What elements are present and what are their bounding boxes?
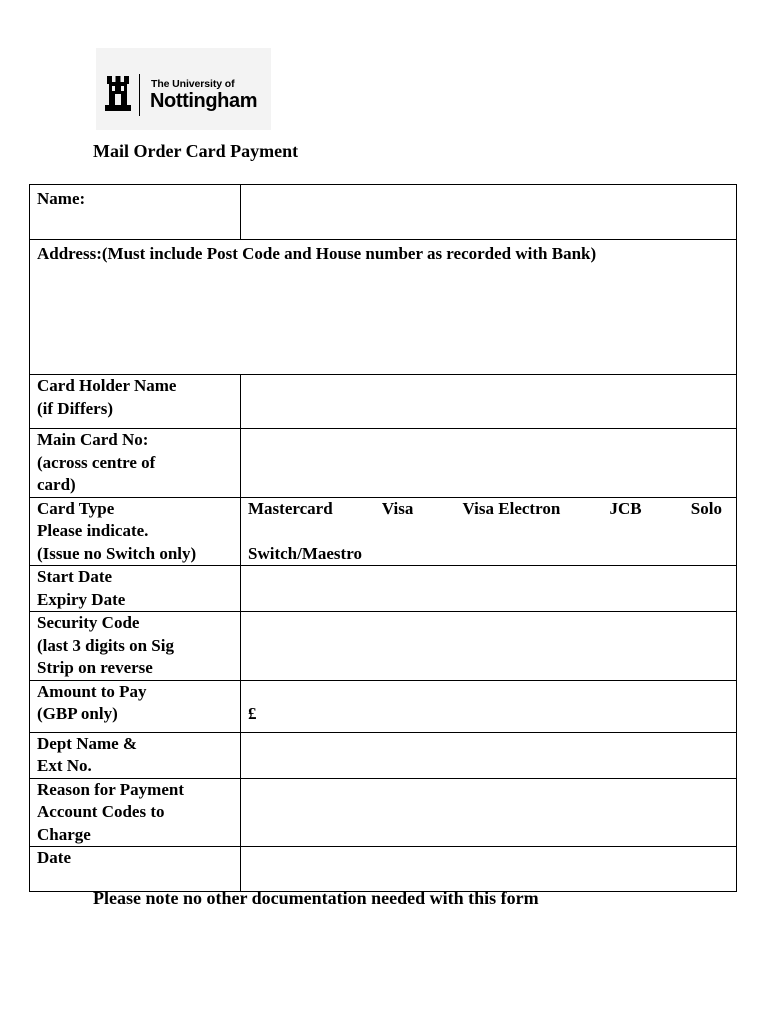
row-reason: [30, 778, 737, 847]
date-label: Date: [30, 847, 241, 892]
row-card-type: [30, 497, 737, 566]
row-card-holder: [30, 375, 737, 429]
logo-divider: [139, 74, 140, 116]
castle-crest-icon: [104, 76, 132, 112]
option-solo[interactable]: Solo: [690, 498, 722, 518]
name-label: Name:: [30, 185, 241, 240]
reason-label: Reason for Payment Account Codes to Charge: [30, 778, 241, 847]
address-field[interactable]: [30, 240, 737, 375]
name-field[interactable]: [241, 185, 737, 240]
option-mastercard[interactable]: Mastercard: [248, 498, 333, 518]
card-type-options: [241, 497, 737, 566]
row-main-card: [30, 429, 737, 498]
amount-field[interactable]: [241, 680, 737, 732]
option-visa[interactable]: Visa: [381, 498, 414, 518]
logo-line-2: Nottingham: [150, 90, 258, 112]
security-field[interactable]: [241, 612, 737, 681]
card-holder-field[interactable]: [241, 375, 737, 429]
option-visa-electron[interactable]: Visa Electron: [462, 498, 561, 518]
footnote: Please note no other documentation needed with this form: [93, 888, 539, 908]
row-security: [30, 612, 737, 681]
row-dept: [30, 732, 737, 778]
security-label: Security Code (last 3 digits on Sig Strip on reverse: [30, 612, 241, 681]
option-jcb[interactable]: JCB: [609, 498, 642, 518]
row-dates: [30, 566, 737, 612]
option-switch-maestro[interactable]: Switch/Maestro: [248, 543, 362, 563]
row-address: [30, 240, 737, 375]
amount-label: Amount to Pay (GBP only): [30, 680, 241, 732]
currency-symbol: £: [248, 704, 257, 723]
dept-label: Dept Name & Ext No.: [30, 732, 241, 778]
reason-field[interactable]: [241, 778, 737, 847]
card-holder-label: Card Holder Name (if Differs): [30, 375, 241, 429]
dates-field[interactable]: [241, 566, 737, 612]
row-name: [30, 185, 737, 240]
address-label: Address:(Must include Post Code and House number as recorded with Bank): [37, 244, 597, 263]
logo-line-1: The University of: [151, 78, 235, 90]
dept-field[interactable]: [241, 732, 737, 778]
card-type-label: Card Type Please indicate. (Issue no Switch only): [30, 497, 241, 566]
main-card-field[interactable]: [241, 429, 737, 498]
dates-label: Start Date Expiry Date: [30, 566, 241, 612]
main-card-label: Main Card No: (across centre of card): [30, 429, 241, 498]
row-date: [30, 847, 737, 892]
row-amount: [30, 680, 737, 732]
university-logo: [96, 48, 271, 130]
form-title: Mail Order Card Payment: [93, 141, 299, 161]
date-field[interactable]: [241, 847, 737, 892]
payment-form-table: [29, 184, 737, 892]
